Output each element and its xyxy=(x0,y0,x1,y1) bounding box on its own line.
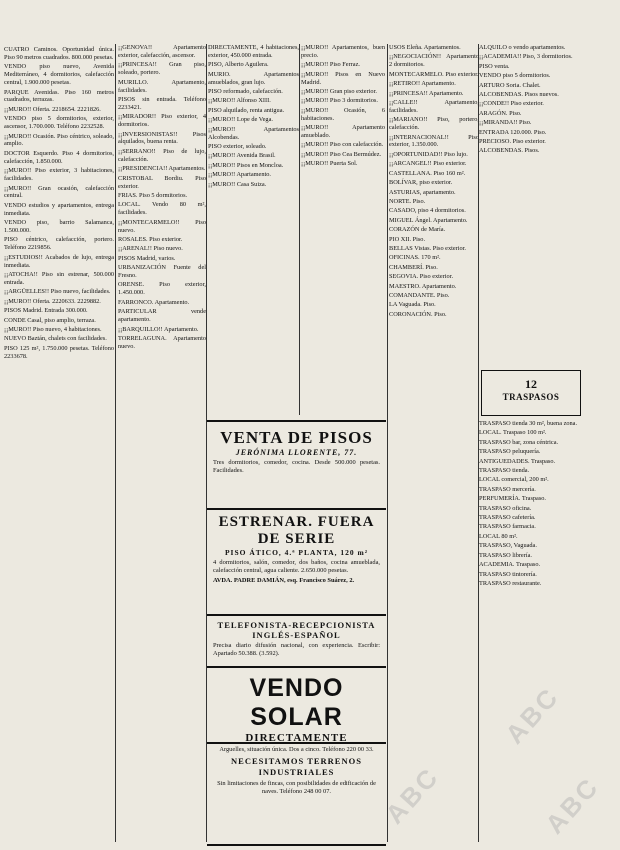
classified-ad: MURIO. Apartamentos amueblados, gran lujo. xyxy=(208,70,299,86)
classified-ad: PISO, Alberto Aguilera. xyxy=(208,61,269,69)
classified-ad: BOLÍVAR, piso exterior. xyxy=(389,179,453,187)
classified-ad: ¡¡MIRADOR!! Piso exterior, 4 dormitorios. xyxy=(118,113,206,129)
classified-ad: PISO exterior, soleado. xyxy=(208,142,267,150)
classified-ad: PISO reformado, calefacción. xyxy=(208,88,283,96)
classified-ad: ¡¡MURO!! Piso exterior, 3 habitaciones, facilidades. xyxy=(4,167,114,183)
classified-ad: COMANDANTE. Piso. xyxy=(389,291,450,299)
classified-ad: ¡¡BARQUILLO!! Apartamento. xyxy=(118,325,199,333)
classified-ad: PISO venta. xyxy=(479,62,510,70)
classified-ad: LOCAL. Traspaso 100 m². xyxy=(479,429,547,437)
classified-ad: ARTURO Soria. Chalet. xyxy=(479,81,541,89)
classified-ad: TRASPASO farmacia. xyxy=(479,523,536,531)
classified-ad: ALQUILO o vendo apartamentos. xyxy=(479,44,566,51)
classified-ad: TRASPASO mercería. xyxy=(479,485,536,493)
classified-ad: ALCOBENDAS. Pisos nuevos. xyxy=(479,91,559,99)
section-number: 12 xyxy=(525,377,537,391)
column-divider xyxy=(387,44,388,842)
classified-ad: TRASPASO tienda 30 m², buena zona. xyxy=(479,420,578,427)
classified-ad: LOCAL comercial, 200 m². xyxy=(479,476,549,484)
classified-ad: TRASPASO cafetería. xyxy=(479,514,536,522)
classified-ad: PARTICULAR vende apartamento. xyxy=(118,308,206,324)
classified-ad: ¡¡MURO!! Oferta. 2220633. 2229882. xyxy=(4,297,101,305)
classified-ad: ¡¡MURO!! Gran ocasión, calefacción central. xyxy=(4,184,114,200)
ad-solar xyxy=(207,666,386,753)
classified-ad: CHAMBERÍ. Piso. xyxy=(389,263,438,271)
classified-ad: ¡¡MURO!! Casa Suiza. xyxy=(208,180,267,188)
classified-ad: PISOS Madrid. Entrada 300.000. xyxy=(4,307,88,315)
classified-ad: SEGOVIA. Piso exterior. xyxy=(389,273,454,281)
classified-ad: PISO céntrico, calefacción, portero. Teléfono 2219856. xyxy=(4,236,114,252)
classified-ad: ¡¡MURO!! Piso Cea Bermúdez. xyxy=(301,150,382,158)
classified-ad: USOS Eleña. Apartamentos. xyxy=(389,44,461,51)
classified-ad: ¡¡MURO!! Gran piso exterior. xyxy=(301,88,377,96)
classified-ad: ¡¡SERRANO!! Piso de lujo, calefacción. xyxy=(118,147,206,163)
ad-title: NECESITAMOS TERRENOS INDUSTRIALES xyxy=(231,756,362,777)
classified-ad: FRIAS. Piso 5 dormitorios. xyxy=(118,191,188,199)
classified-ad: CORONACIÓN. Piso. xyxy=(389,310,447,318)
classified-ad: ¡¡MURO!! Piso con calefacción. xyxy=(301,141,384,149)
classified-ad: ¡¡MARIANO!! Piso, portero, calefacción. xyxy=(389,116,479,132)
column-divider xyxy=(115,44,116,842)
classified-ad: CUATRO Caminos. Oportunidad única. Piso 90 metros cuadrados. 800.000 pesetas. xyxy=(4,46,114,61)
classified-ad: VENDO piso 5 dormitorios. xyxy=(479,72,551,80)
classified-ad: ANTIGUEDADES. Traspaso. xyxy=(479,457,556,465)
classified-ad: ¡¡MURO!! Alfonso XIII. xyxy=(208,97,271,105)
classified-ad: ROSALES. Piso exterior. xyxy=(118,235,183,243)
classified-ad: ¡¡MURO!! Lope de Vega. xyxy=(208,116,273,124)
classified-ad: LOCAL 80 m². xyxy=(479,532,518,540)
classified-ad: ¡¡CALLE!! Apartamento, facilidades. xyxy=(389,98,479,114)
ad-text: Tres dormitorios, comedor, cocina. Desde 500.000 pesetas. Facilidades. xyxy=(213,459,380,474)
ad-telefonista xyxy=(207,614,386,666)
classified-ad: LOCAL. Vendo 80 m², facilidades. xyxy=(118,201,206,217)
classified-ad: ¡¡GENOVA!! Apartamento exterior, calefacción, ascensor. xyxy=(118,44,206,59)
classified-ad: CORAZÓN de María. xyxy=(389,226,446,234)
classified-ad: NORTE. Piso. xyxy=(389,197,426,205)
classified-ad: ¡¡PRINCESA!! Apartamento. xyxy=(389,89,464,97)
classified-column-1 xyxy=(4,46,114,362)
classified-ad: VENDO piso nuevo, Avenida Mediterráneo, 4 dormitorios, calefacción central, 1.900.000 pesetas. xyxy=(4,63,114,87)
classified-ad: ¡¡MURO!! Apartamento amueblado. xyxy=(301,124,385,140)
classified-ad: MAESTRO. Apartamento. xyxy=(389,282,457,290)
section-header-traspasos xyxy=(481,370,581,416)
classified-ad: ¡¡INTERNACIONAL!! Piso exterior, 1.350.000. xyxy=(389,133,479,149)
classified-ad: CASADO, piso 4 dormitorios. xyxy=(389,207,466,215)
classified-ad: TRASPASO peluquería. xyxy=(479,448,541,456)
classified-ad: FARRONCO. Apartamento. xyxy=(118,298,190,306)
classified-ad: ¡¡MURO!! Apartamentos Alcobendas. xyxy=(208,125,299,141)
classified-ad: ¡¡ESTUDIOS!! Acabados de lujo, entrega inmediata. xyxy=(4,253,114,269)
classified-ad: ¡¡MURO!! Ocasión. Piso céntrico, soleado, amplio. xyxy=(4,132,114,148)
ad-title: ESTRENAR. FUERA DE SERIE xyxy=(218,514,375,547)
classified-ad: ¡¡MURO!! Ocasión, 6 habitaciones. xyxy=(301,106,385,122)
classified-ad: DIRECTAMENTE, 4 habitaciones, exterior, 450.000 entrada. xyxy=(208,44,299,59)
classified-ad: TRASPASO oficina. xyxy=(479,504,532,512)
ad-subtitle: JERÓNIMA LLORENTE, 77. xyxy=(235,448,358,457)
ad-estrenar xyxy=(207,508,386,614)
ad-text: Sin limitaciones de fincas, con posibilidades de edificación de naves. Teléfono 248 00 07. xyxy=(217,780,376,795)
classified-ad: ¡¡ARENAL!! Piso nuevo. xyxy=(118,245,183,253)
classified-ad: TRASPASO, Vaguada. xyxy=(479,542,537,550)
classified-column-4 xyxy=(301,44,385,416)
classified-ad: ¡¡MURO!! Apartamento. xyxy=(208,171,271,179)
classified-ad: ¡¡PRESIDENCIA!! Apartamentos. xyxy=(118,165,206,173)
ad-address: AVDA. PADRE DAMIÁN, esq. Francisco Suárez, 2. xyxy=(213,577,355,584)
classified-ad: TORRELAGUNA. Apartamento nuevo. xyxy=(118,334,206,350)
classified-ad: DOCTOR Esquerdo. Piso 4 dormitorios, calefacción, 1.850.000. xyxy=(4,149,114,165)
classified-ad: ¡¡MURO!! Oferta. 2218654. 2221826. xyxy=(4,105,101,113)
classified-ad: ¡¡ACADEMIA!! Piso, 3 dormitorios. xyxy=(479,53,573,61)
classified-ad: PISO alquilado, renta antigua. xyxy=(208,106,285,114)
classified-ad: PARQUE Avenidas. Piso 160 metros cuadrados, terrazas. xyxy=(4,88,114,104)
classified-ad: ARAGÓN. Piso. xyxy=(479,109,522,117)
classified-ad: URBANIZACIÓN Fuente del Fresno. xyxy=(118,264,206,280)
classified-ad: TRASPASO bar, zona céntrica. xyxy=(479,438,559,446)
ad-text: Arguelles, situación única. Dos a cinco. Teléfono 220 00 33. xyxy=(219,746,374,753)
classified-ad: PRECIOSO. Piso exterior. xyxy=(479,138,546,146)
classified-ad: TRASPASO tienda. xyxy=(479,467,530,475)
classified-ad: MONTECARMELO. Piso exterior. xyxy=(389,70,479,78)
classified-ad: CONDE Casal, piso amplio, terraza. xyxy=(4,316,96,324)
ad-title: TELEFONISTA-RECEPCIONISTA xyxy=(217,620,376,630)
classified-ad: PIO XII. Piso. xyxy=(389,235,426,243)
classified-ad: ¡¡MIRANDA!! Piso. xyxy=(479,119,532,127)
classified-ad: ACADEMIA. Traspaso. xyxy=(479,561,541,569)
ad-terrenos xyxy=(207,742,386,846)
classified-ad: TRASPASO restaurante. xyxy=(479,579,542,587)
classified-ad: ¡¡MONTECARMELO!! Piso nuevo. xyxy=(118,218,206,234)
classified-ad: BELLAS Vistas. Piso exterior. xyxy=(389,244,466,252)
classified-ad: VENDO estudios y apartamentos, entrega inmediata. xyxy=(4,201,114,217)
classified-ad: ENTRADA 120.000. Piso. xyxy=(479,128,547,136)
classified-ad: ¡¡ARGÜELLES!! Piso nuevo, facilidades. xyxy=(4,288,111,296)
classified-column-2 xyxy=(118,44,206,352)
watermark: ABC xyxy=(539,770,606,840)
ad-title: VENTA DE PISOS xyxy=(220,428,373,447)
classified-ad: ¡¡INVERSIONISTAS!! Pisos alquilados, buena renta. xyxy=(118,130,206,146)
classified-ad: ¡¡ATOCHA!! Piso sin estrenar, 500.000 entrada. xyxy=(4,271,114,286)
classified-ad: NUEVO Baztán, chalets con facilidades. xyxy=(4,335,107,343)
ad-subtitle: DIRECTAMENTE xyxy=(245,732,348,744)
classified-ad: MIGUEL Ángel. Apartamento. xyxy=(389,216,468,224)
ad-text: Precisa diario difusión nacional, con experiencia. Escribir: Apartado 50.388. (3.592). xyxy=(213,642,380,657)
classified-ad: ¡¡MURO!! Pisos en Moncloa. xyxy=(208,161,284,169)
ad-venta-pisos xyxy=(207,420,386,508)
classified-ad: PERFUMERÍA. Traspaso. xyxy=(479,495,547,503)
watermark: ABC xyxy=(499,680,566,750)
classified-ad: ¡¡MURO!! Piso 3 dormitorios. xyxy=(301,97,378,105)
classified-ad: CASTELLANA. Piso 160 m². xyxy=(389,169,466,177)
classified-ad: VENDO piso 5 dormitorios, exterior, ascensor, 1.700.000. Teléfono 2232528. xyxy=(4,115,114,131)
classified-ad: ¡¡CONDE!! Piso exterior. xyxy=(479,100,544,108)
classified-ad: PISOS Madrid, varios. xyxy=(118,254,176,262)
classified-ad: LA Vaguada. Piso. xyxy=(389,301,436,309)
classified-column-3 xyxy=(208,44,299,416)
classified-column-6 xyxy=(479,44,582,366)
classified-ad: ¡¡MURO!! Apartamentos, buen precio. xyxy=(301,44,385,59)
section-label: TRASPASOS xyxy=(502,392,560,402)
ad-subtitle: PISO ÁTICO, 4.ª PLANTA, 120 m² xyxy=(224,548,369,557)
classified-ad: ¡¡ARCANGEL!! Piso exterior. xyxy=(389,160,467,168)
classified-ad: CRISTOBAL Bordiu. Piso exterior. xyxy=(118,174,206,190)
column-divider xyxy=(299,44,300,415)
classified-ad: ¡¡MURO!! Piso Ferraz. xyxy=(301,61,360,69)
classified-ad: ¡¡MURO!! Avenida Brasil. xyxy=(208,152,276,160)
ad-subtitle: INGLÉS-ESPAÑOL xyxy=(252,630,341,640)
classified-ad: ¡¡MURO!! Puerta Sol. xyxy=(301,160,358,168)
classified-ad: ORENSE. Piso exterior, 1.450.000. xyxy=(118,281,206,297)
classified-column-5 xyxy=(389,44,479,320)
classified-ad: TRASPASO librería. xyxy=(479,551,532,559)
classified-ad: ¡¡MURO!! Piso nuevo, 4 habitaciones. xyxy=(4,326,102,333)
ad-title: VENDO SOLAR xyxy=(249,674,344,731)
classified-ad: MURILLO. Apartamento, facilidades. xyxy=(118,78,206,94)
ad-text: 4 dormitorios, salón, comedor, dos baños, cocina amueblada, calefacción central, agua caliente. 2.650.000 pesetas. xyxy=(213,559,380,574)
classified-ad: TRASPASO tintorería. xyxy=(479,570,537,578)
classified-ad: ¡¡RETIRO!! Apartamento. xyxy=(389,80,456,88)
classified-ad: PISO 125 m², 1.750.000 pesetas. Teléfono 2233678. xyxy=(4,344,114,360)
classified-column-traspasos xyxy=(479,420,582,840)
classified-ad: ¡¡MURO!! Pisos en Nuevo Madrid. xyxy=(301,70,385,86)
classified-ad: VENDO piso, barrio Salamanca, 1.500.000. xyxy=(4,219,114,235)
watermark: ABC xyxy=(379,760,446,830)
classified-ad: ¡¡OPORTUNIDAD!! Piso lujo. xyxy=(389,150,468,158)
classified-ad: ¡¡PRINCESA!! Gran piso, soleado, portero. xyxy=(118,61,206,77)
classified-ad: ¡¡NEGOCIACIÓN!! Apartamento 2 dormitorios. xyxy=(389,53,479,69)
classified-ad: OFICINAS. 170 m². xyxy=(389,254,441,262)
classified-ad: ALCOBENDAS. Pisos. xyxy=(479,147,540,155)
classified-ad: ASTURIAS, apartamento. xyxy=(389,188,456,196)
classified-ad: PISOS sin entrada. Teléfono 2233421. xyxy=(118,95,206,111)
